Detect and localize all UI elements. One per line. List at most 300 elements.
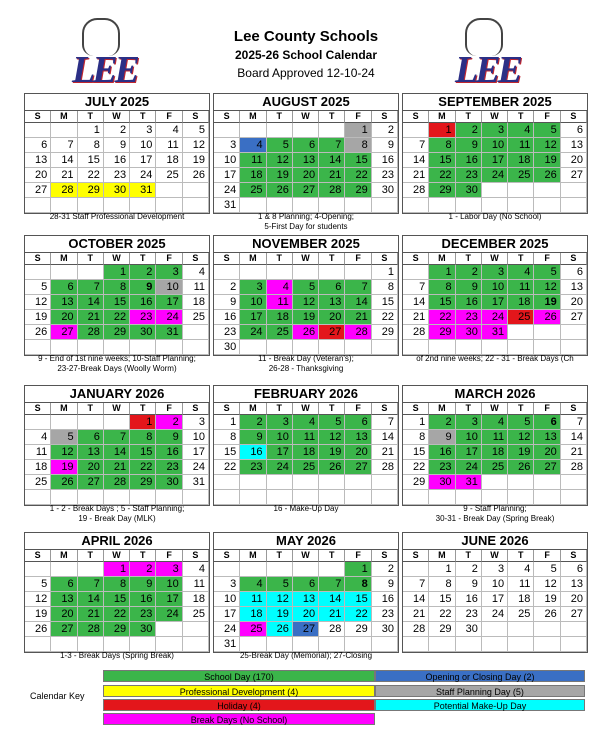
empty-cell: [293, 340, 319, 355]
weekday-header: S: [183, 253, 209, 265]
day-cell: 20: [51, 310, 77, 325]
day-cell: 17: [482, 592, 508, 607]
weekday-header: T: [130, 403, 156, 415]
weekday-header: T: [319, 550, 345, 562]
day-cell: 25: [240, 183, 266, 198]
weekday-header: T: [456, 253, 482, 265]
day-cell: 24: [456, 460, 482, 475]
weekday-header: S: [561, 550, 587, 562]
month-days-grid: [25, 253, 209, 355]
day-cell: 29: [345, 183, 371, 198]
approval-note: Board Approved 12-10-24: [237, 66, 375, 80]
day-cell: 13: [78, 445, 104, 460]
day-cell: 25: [240, 622, 266, 637]
empty-cell: [372, 637, 398, 652]
day-cell: 13: [534, 430, 560, 445]
day-cell: 16: [456, 153, 482, 168]
month-title: DECEMBER 2025: [403, 236, 587, 253]
day-cell: 4: [508, 123, 534, 138]
day-cell: 20: [534, 445, 560, 460]
month-note: 1 & 8 Planning; 4-Opening; 5-First Day for students: [257, 212, 355, 231]
empty-cell: [25, 415, 51, 430]
weekday-header: M: [429, 111, 455, 123]
day-cell: 12: [319, 430, 345, 445]
weekday-header: F: [156, 253, 182, 265]
day-cell: 27: [293, 622, 319, 637]
weekday-header: F: [156, 111, 182, 123]
day-cell: 11: [240, 592, 266, 607]
day-cell: 10: [456, 430, 482, 445]
day-cell: 28: [403, 183, 429, 198]
empty-cell: [104, 340, 130, 355]
day-cell: 29: [429, 622, 455, 637]
empty-cell: [78, 562, 104, 577]
day-cell: 23: [104, 168, 130, 183]
day-cell: 27: [293, 183, 319, 198]
empty-cell: [372, 490, 398, 505]
empty-cell: [214, 475, 240, 490]
month-title: FEBRUARY 2026: [214, 386, 398, 403]
weekday-header: S: [214, 111, 240, 123]
day-cell: 3: [214, 577, 240, 592]
day-cell: 23: [372, 168, 398, 183]
day-cell: 22: [214, 460, 240, 475]
empty-cell: [561, 490, 587, 505]
weekday-header: S: [372, 253, 398, 265]
empty-cell: [78, 637, 104, 652]
day-cell: 5: [51, 430, 77, 445]
day-cell: 16: [456, 592, 482, 607]
key-item: Potential Make-Up Day: [375, 699, 585, 711]
day-cell: 30: [429, 475, 455, 490]
day-cell: 11: [508, 280, 534, 295]
day-cell: 18: [267, 310, 293, 325]
empty-cell: [240, 340, 266, 355]
day-cell: 15: [345, 592, 371, 607]
month-title: MARCH 2026: [403, 386, 587, 403]
weekday-header: S: [214, 403, 240, 415]
day-cell: 25: [508, 168, 534, 183]
month-days-grid: [25, 111, 209, 213]
empty-cell: [293, 123, 319, 138]
day-cell: 5: [534, 123, 560, 138]
day-cell: 24: [482, 168, 508, 183]
day-cell: 23: [240, 460, 266, 475]
day-cell: 11: [183, 577, 209, 592]
day-cell: 29: [345, 622, 371, 637]
day-cell: 28: [372, 460, 398, 475]
weekday-header: S: [214, 253, 240, 265]
month-march-2026: [402, 385, 588, 506]
day-cell: 31: [214, 637, 240, 652]
day-cell: 6: [534, 415, 560, 430]
empty-cell: [561, 637, 587, 652]
day-cell: 28: [345, 325, 371, 340]
day-cell: 18: [183, 295, 209, 310]
day-cell: 16: [214, 310, 240, 325]
day-cell: 18: [482, 445, 508, 460]
day-cell: 4: [183, 265, 209, 280]
day-cell: 30: [456, 183, 482, 198]
day-cell: 30: [456, 622, 482, 637]
day-cell: 5: [267, 138, 293, 153]
day-cell: 10: [156, 280, 182, 295]
month-october-2025: [24, 235, 210, 356]
empty-cell: [508, 622, 534, 637]
month-days-grid: [214, 403, 398, 505]
day-cell: 14: [345, 295, 371, 310]
day-cell: 20: [561, 153, 587, 168]
day-cell: 10: [240, 295, 266, 310]
day-cell: 24: [156, 607, 182, 622]
empty-cell: [345, 637, 371, 652]
day-cell: 24: [482, 607, 508, 622]
day-cell: 3: [482, 123, 508, 138]
day-cell: 17: [240, 310, 266, 325]
weekday-header: T: [456, 550, 482, 562]
empty-cell: [104, 637, 130, 652]
day-cell: 5: [183, 123, 209, 138]
empty-cell: [51, 265, 77, 280]
day-cell: 4: [508, 265, 534, 280]
empty-cell: [319, 490, 345, 505]
month-days-grid: [214, 253, 398, 355]
weekday-header: W: [104, 253, 130, 265]
day-cell: 29: [78, 183, 104, 198]
day-cell: 4: [482, 415, 508, 430]
day-cell: 20: [345, 445, 371, 460]
day-cell: 6: [561, 562, 587, 577]
weekday-header: M: [429, 253, 455, 265]
logo-text: LEE: [455, 49, 520, 91]
day-cell: 29: [429, 325, 455, 340]
weekday-header: T: [78, 111, 104, 123]
day-cell: 14: [78, 295, 104, 310]
empty-cell: [561, 622, 587, 637]
day-cell: 10: [482, 280, 508, 295]
day-cell: 31: [482, 325, 508, 340]
day-cell: 6: [51, 280, 77, 295]
month-september-2025: [402, 93, 588, 214]
day-cell: 10: [130, 138, 156, 153]
logo-text: LEE: [72, 49, 137, 91]
day-cell: 28: [319, 622, 345, 637]
day-cell: 17: [482, 153, 508, 168]
day-cell: 28: [78, 622, 104, 637]
day-cell: 11: [508, 138, 534, 153]
day-cell: 16: [456, 295, 482, 310]
day-cell: 5: [508, 415, 534, 430]
day-cell: 6: [293, 577, 319, 592]
day-cell: 20: [293, 607, 319, 622]
day-cell: 31: [130, 183, 156, 198]
empty-cell: [319, 637, 345, 652]
month-title: JANUARY 2026: [25, 386, 209, 403]
weekday-header: W: [293, 403, 319, 415]
day-cell: 26: [534, 607, 560, 622]
empty-cell: [156, 183, 182, 198]
day-cell: 9: [156, 430, 182, 445]
day-cell: 7: [319, 577, 345, 592]
month-december-2025: [402, 235, 588, 356]
day-cell: 21: [403, 310, 429, 325]
day-cell: 7: [403, 577, 429, 592]
day-cell: 5: [25, 577, 51, 592]
key-item: School Day (170): [103, 670, 375, 682]
day-cell: 19: [534, 295, 560, 310]
day-cell: 23: [456, 607, 482, 622]
empty-cell: [456, 637, 482, 652]
key-item: Professional Development (4): [103, 685, 375, 697]
day-cell: 22: [429, 310, 455, 325]
month-august-2025: [213, 93, 399, 214]
day-cell: 17: [156, 295, 182, 310]
empty-cell: [267, 123, 293, 138]
day-cell: 21: [104, 460, 130, 475]
day-cell: 28: [403, 325, 429, 340]
day-cell: 21: [372, 445, 398, 460]
month-days-grid: [403, 403, 587, 505]
weekday-header: S: [25, 403, 51, 415]
weekday-header: W: [104, 403, 130, 415]
empty-cell: [403, 562, 429, 577]
day-cell: 27: [534, 460, 560, 475]
day-cell: 13: [51, 295, 77, 310]
day-cell: 8: [403, 430, 429, 445]
day-cell: 8: [214, 430, 240, 445]
month-note: 11 - Break Day (Veteran's); 26-28 - Thanksgiving: [258, 354, 354, 373]
empty-cell: [25, 123, 51, 138]
day-cell: 30: [456, 325, 482, 340]
day-cell: 28: [319, 183, 345, 198]
month-note: 1 - 2 - Break Days ; 5 - Staff Planning; 19 - Break Day (MLK): [49, 504, 185, 523]
weekday-header: S: [403, 253, 429, 265]
empty-cell: [240, 198, 266, 213]
day-cell: 7: [78, 577, 104, 592]
day-cell: 25: [183, 310, 209, 325]
day-cell: 9: [372, 577, 398, 592]
day-cell: 24: [214, 622, 240, 637]
key-item: Break Days (No School): [103, 713, 375, 725]
day-cell: 12: [534, 280, 560, 295]
weekday-header: W: [293, 550, 319, 562]
day-cell: 24: [267, 460, 293, 475]
day-cell: 13: [561, 138, 587, 153]
month-title: MAY 2026: [214, 533, 398, 550]
day-cell: 24: [482, 310, 508, 325]
day-cell: 13: [293, 153, 319, 168]
calendar-key-label: Calendar Key: [30, 691, 85, 701]
weekday-header: S: [561, 111, 587, 123]
day-cell: 15: [429, 295, 455, 310]
day-cell: 11: [508, 577, 534, 592]
empty-cell: [561, 183, 587, 198]
weekday-header: F: [345, 111, 371, 123]
empty-cell: [319, 198, 345, 213]
weekday-header: F: [534, 111, 560, 123]
day-cell: 10: [214, 153, 240, 168]
day-cell: 2: [429, 415, 455, 430]
empty-cell: [403, 490, 429, 505]
day-cell: 9: [130, 577, 156, 592]
day-cell: 25: [156, 168, 182, 183]
day-cell: 14: [78, 592, 104, 607]
day-cell: 3: [482, 562, 508, 577]
day-cell: 16: [156, 445, 182, 460]
empty-cell: [214, 490, 240, 505]
day-cell: 3: [240, 280, 266, 295]
weekday-header: S: [403, 111, 429, 123]
weekday-header: S: [561, 403, 587, 415]
weekday-header: W: [482, 550, 508, 562]
day-cell: 5: [267, 577, 293, 592]
day-cell: 28: [561, 460, 587, 475]
day-cell: 23: [156, 460, 182, 475]
day-cell: 19: [51, 460, 77, 475]
weekday-header: T: [78, 550, 104, 562]
day-cell: 19: [508, 445, 534, 460]
day-cell: 9: [214, 295, 240, 310]
day-cell: 8: [429, 577, 455, 592]
day-cell: 7: [319, 138, 345, 153]
month-days-grid: [25, 403, 209, 505]
day-cell: 29: [429, 183, 455, 198]
day-cell: 2: [456, 265, 482, 280]
empty-cell: [240, 123, 266, 138]
weekday-header: T: [130, 550, 156, 562]
day-cell: 22: [78, 168, 104, 183]
weekday-header: M: [429, 403, 455, 415]
day-cell: 6: [561, 265, 587, 280]
empty-cell: [267, 490, 293, 505]
empty-cell: [561, 325, 587, 340]
empty-cell: [508, 183, 534, 198]
empty-cell: [482, 637, 508, 652]
day-cell: 21: [561, 445, 587, 460]
day-cell: 18: [508, 592, 534, 607]
day-cell: 19: [534, 592, 560, 607]
day-cell: 8: [345, 577, 371, 592]
weekday-header: W: [482, 111, 508, 123]
empty-cell: [508, 490, 534, 505]
day-cell: 30: [372, 183, 398, 198]
day-cell: 1: [429, 265, 455, 280]
weekday-header: W: [482, 253, 508, 265]
day-cell: 15: [429, 153, 455, 168]
day-cell: 14: [51, 153, 77, 168]
day-cell: 18: [508, 295, 534, 310]
day-cell: 4: [508, 562, 534, 577]
key-item: Staff Planning Day (5): [375, 685, 585, 697]
weekday-header: S: [25, 111, 51, 123]
day-cell: 4: [25, 430, 51, 445]
day-cell: 15: [345, 153, 371, 168]
day-cell: 6: [25, 138, 51, 153]
empty-cell: [25, 265, 51, 280]
empty-cell: [429, 340, 455, 355]
day-cell: 16: [130, 295, 156, 310]
empty-cell: [482, 198, 508, 213]
day-cell: 13: [561, 280, 587, 295]
day-cell: 13: [319, 295, 345, 310]
empty-cell: [293, 475, 319, 490]
day-cell: 7: [403, 280, 429, 295]
empty-cell: [403, 123, 429, 138]
weekday-header: S: [183, 111, 209, 123]
empty-cell: [78, 490, 104, 505]
day-cell: 3: [183, 415, 209, 430]
empty-cell: [293, 637, 319, 652]
day-cell: 13: [561, 577, 587, 592]
day-cell: 17: [214, 607, 240, 622]
day-cell: 30: [156, 475, 182, 490]
day-cell: 28: [51, 183, 77, 198]
day-cell: 25: [293, 460, 319, 475]
weekday-header: T: [130, 253, 156, 265]
weekday-header: F: [534, 403, 560, 415]
day-cell: 27: [319, 325, 345, 340]
day-cell: 14: [319, 153, 345, 168]
day-cell: 6: [561, 123, 587, 138]
day-cell: 13: [25, 153, 51, 168]
day-cell: 7: [372, 415, 398, 430]
day-cell: 26: [183, 168, 209, 183]
day-cell: 14: [104, 445, 130, 460]
day-cell: 17: [482, 295, 508, 310]
day-cell: 9: [456, 138, 482, 153]
day-cell: 14: [403, 153, 429, 168]
empty-cell: [456, 198, 482, 213]
day-cell: 2: [372, 562, 398, 577]
weekday-header: T: [508, 550, 534, 562]
day-cell: 27: [51, 325, 77, 340]
empty-cell: [482, 340, 508, 355]
empty-cell: [482, 622, 508, 637]
month-note: 9 - Staff Planning; 30-31 - Break Day (Spring Break): [435, 504, 555, 523]
day-cell: 21: [78, 607, 104, 622]
day-cell: 12: [508, 430, 534, 445]
empty-cell: [156, 637, 182, 652]
day-cell: 16: [429, 445, 455, 460]
empty-cell: [240, 490, 266, 505]
day-cell: 19: [293, 310, 319, 325]
day-cell: 26: [534, 310, 560, 325]
day-cell: 7: [104, 430, 130, 445]
day-cell: 19: [25, 607, 51, 622]
day-cell: 15: [429, 592, 455, 607]
day-cell: 9: [240, 430, 266, 445]
day-cell: 1: [104, 562, 130, 577]
day-cell: 8: [429, 138, 455, 153]
weekday-header: T: [319, 403, 345, 415]
empty-cell: [508, 198, 534, 213]
day-cell: 10: [482, 138, 508, 153]
day-cell: 15: [372, 295, 398, 310]
empty-cell: [372, 198, 398, 213]
day-cell: 15: [130, 445, 156, 460]
empty-cell: [561, 198, 587, 213]
day-cell: 31: [156, 325, 182, 340]
day-cell: 9: [456, 280, 482, 295]
weekday-header: W: [104, 550, 130, 562]
day-cell: 2: [456, 123, 482, 138]
empty-cell: [240, 265, 266, 280]
empty-cell: [319, 475, 345, 490]
weekday-header: M: [51, 253, 77, 265]
day-cell: 18: [183, 592, 209, 607]
month-note: 1-3 - Break Days (Spring Break): [60, 651, 174, 660]
day-cell: 18: [293, 445, 319, 460]
